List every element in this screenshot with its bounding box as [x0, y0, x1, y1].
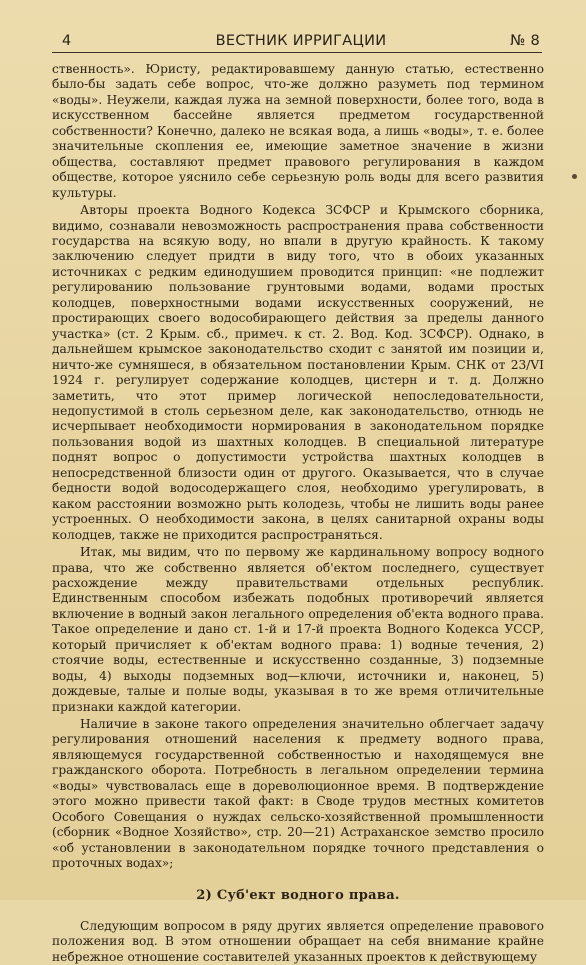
margin-dot: [572, 174, 577, 179]
paragraph-3: Итак, мы видим, что по первому же кардинальному вопросу водного права, что же собственно является об'ектом последнего, существует расхождение между правительствами отдельных республик. Единственным способом избежать подобных противоречий является включение в водный закон легального определения об'екта водного права. Такое определение и дано ст. 1-й и 17-й проекта Водного Кодекса УССР, который причисляет к об'ектам водного права: 1) водные течения, 2) стоячие воды, естественные и искусственно созданные, 3) подземные воды, 4) выходы подземных вод—ключи, источники и, наконец, 5) дождевые, талые и полые воды, указывая в то же время отличительные признаки каждой категории.: [52, 545, 544, 714]
paragraph-4: Наличие в законе такого определения значительно облегчает задачу регулирования отношений населения к предмету водного права, являющемуся государственной собственностью и находящемуся вне гражданского оборота. Потребность в легальном определении термина «воды» чувствовалась еще в дореволюционное время. В подтверждение этого можно привести такой факт: в Своде трудов местных комитетов Особого Совещания о нуждах сельско-хозяйственной промышленности (сборник «Водное Хозяйство», стр. 20—21) Астраханское земство просило «об установлении в законодательном порядке точного представления о проточных водах»;: [52, 717, 544, 871]
section-heading: 2) Суб'ект водного права.: [196, 887, 400, 903]
article-body: [52, 62, 544, 965]
paragraph-1: ственность». Юристу, редактировавшему данную статью, естественно было-бы задать себе вопрос, что-же должно разуметь под термином «воды». Неужели, каждая лужа на земной поверхности, более того, вода в искусственном бассейне является предметом государственной собственности? Конечно, далеко не всякая вода, а лишь «воды», т. е. более значительные скопления ее, имеющие заметное значение в жизни общества, составляют предмет правового регулирования в каждом обществе, которое уяснило себе серьезную роль воды для всего развития культуры.: [52, 62, 544, 200]
paragraph-5: Следующим вопросом в ряду других является определение правового положения вод. В этом отношении обращает на себя внимание крайне небрежное отношение составителей указанных проектов к действующему: [52, 919, 544, 964]
page-number: 4: [62, 33, 72, 49]
issue-number: № 8: [510, 33, 540, 49]
header-rule: [52, 52, 542, 53]
page-header: [62, 33, 540, 53]
paragraph-2: Авторы проекта Водного Кодекса ЗСФСР и Крымского сборника, видимо, сознавали невозможность распространения права собственности государства на всякую воду, но впали в другую крайность. К такому заключению следует придти в виду того, что в обоих указанных источниках с редким единодушием проводится принцип: «не подлежит регулированию пользование грунтовыми водами, водами простых колодцев, поверхностными водами искусственных сооружений, не простирающих своего водособирающего действия за пределы данного участка» (ст. 2 Крым. сб., примеч. к ст. 2. Вод. Код. ЗСФСР). Однако, в дальнейшем крымское законодательство сходит с занятой им позиции и, ничто-же сумняшеся, в обязательном постановлении Крым. СНК от 23/VI 1924 г. регулирует содержание колодцев, цистерн и т. д. Должно заметить, что этот пример логической непоследовательности, недопустимой в столь серьезном деле, как законодательство, отнюдь не исчерпывает необходимости нормирования в законодательном порядке пользования водой из шахтных колодцев. В специальной литературе поднят вопрос о допустимости устройства шахтных колодцев в непосредственной близости один от другого. Оказывается, что в случае бедности водой водосодержащего слоя, необходимо урегулировать, в каком расстоянии возможно рыть колодезь, чтобы не лишить воды ранее устроенных. О необходимости закона, в целях санитарной охраны воды колодцев, также не приходится распространяться.: [52, 203, 544, 542]
journal-title: ВЕСТНИК ИРРИГАЦИИ: [215, 33, 387, 49]
